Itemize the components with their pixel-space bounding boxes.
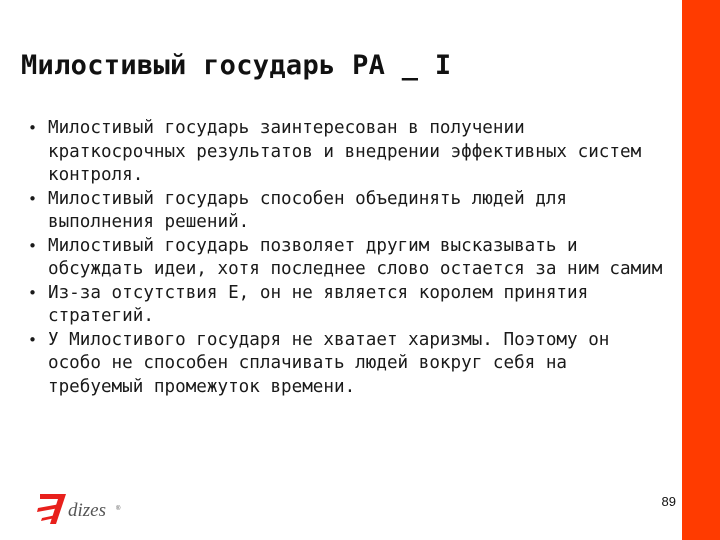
bullet-item: [26, 117, 666, 188]
svg-text:®: ®: [116, 506, 121, 512]
bullet-icon: •: [28, 236, 38, 255]
bullet-item: [26, 282, 666, 329]
bullet-item: [26, 235, 666, 282]
svg-text:dizes: dizes: [68, 500, 106, 521]
bullet-text: Из-за отсутствия E, он не является королем принятия стратегий.: [48, 282, 589, 326]
bullet-text: Милостивый государь заинтересован в получении краткосрочных результатов и внедрении эффективных систем контроля.: [48, 118, 642, 185]
bullet-icon: •: [28, 330, 38, 349]
bullet-text: Милостивый государь позволяет другим высказывать и обсуждать идеи, хотя последнее слово остается за ним самим: [48, 235, 663, 279]
accent-stripe: [682, 0, 720, 540]
bullet-icon: •: [28, 283, 38, 302]
adizes-logo: [36, 486, 146, 532]
bullet-item: [26, 188, 666, 235]
bullet-text: Милостивый государь способен объединять людей для выполнения решений.: [48, 188, 568, 232]
bullet-item: [26, 329, 666, 400]
bullet-list: [26, 117, 666, 399]
bullet-icon: •: [28, 189, 38, 208]
bullet-text: У Милостивого государя не хватает харизмы. Поэтому он особо не способен сплачивать людей вокруг себя на требуемый промежуток времени.: [48, 329, 610, 397]
adizes-logo-mark: [37, 494, 66, 524]
slide-title: Милостивый государь PA _ I: [21, 50, 452, 81]
bullet-icon: •: [28, 119, 38, 137]
page-number: 89: [661, 494, 676, 509]
